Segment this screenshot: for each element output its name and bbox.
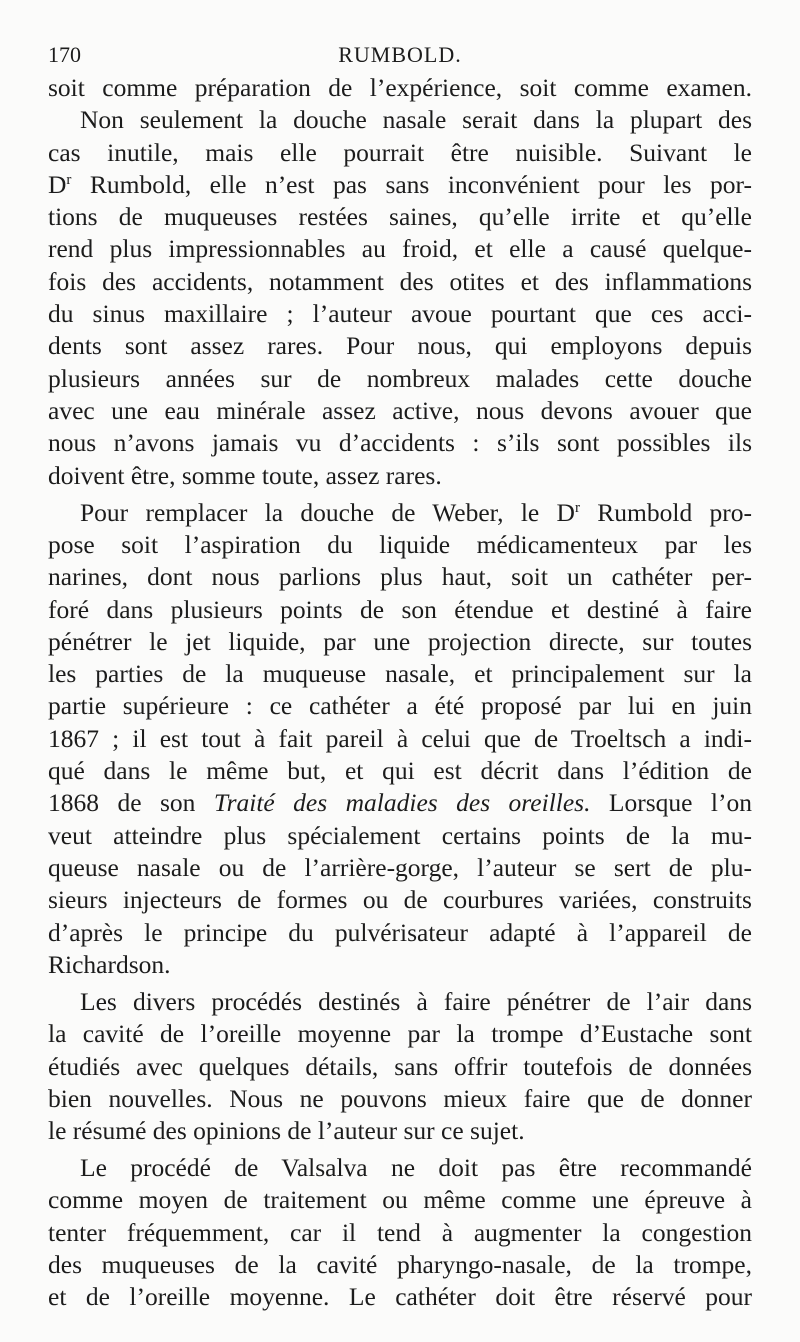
book-title: Traité des maladies des oreilles. bbox=[213, 788, 591, 818]
text-line: comme moyen de traitement ou même comme une épreuve à bbox=[48, 1185, 752, 1215]
text-line: des muqueuses de la cavité pharyngo-nasale, de la trompe, bbox=[48, 1250, 752, 1280]
text-line: Non seulement la douche nasale serait dans la plupart des bbox=[80, 105, 752, 135]
text-line: les parties de la muqueuse nasale, et principalement sur la bbox=[48, 659, 752, 689]
text-line: $D^r$ Rumbold, elle n’est pas sans inconvénient pour les por- bbox=[48, 169, 752, 199]
text-line: plusieurs années sur de nombreux malades cette douche bbox=[48, 363, 752, 393]
text-line: pénétrer le jet liquide, par une projection directe, sur toutes bbox=[48, 626, 752, 656]
text-line: veut atteindre plus spécialement certains points de la mu- bbox=[48, 820, 752, 850]
text-line: narines, dont nous parlions plus haut, soit un cathéter per- bbox=[48, 562, 752, 592]
superscript: r bbox=[66, 171, 72, 188]
text-line: la cavité de l’oreille moyenne par la trompe d’Eustache sont bbox=[48, 1019, 752, 1049]
text-line: rend plus impressionnables au froid, et elle a causé quelque- bbox=[48, 234, 752, 264]
text-line: tions de muqueuses restées saines, qu’elle irrite et qu’elle bbox=[48, 202, 752, 232]
text-line: nous n’avons jamais vu d’accidents : s’ils sont possibles ils bbox=[48, 428, 752, 458]
text-line: qué dans le même but, et qui est décrit dans l’édition de bbox=[48, 756, 752, 786]
text-line: fois des accidents, notamment des otites et des inflammations bbox=[48, 266, 752, 296]
body-text bbox=[48, 72, 752, 1314]
text-line: avec une eau minérale assez active, nous devons avouer que bbox=[48, 395, 752, 425]
text-line: Pour remplacer la douche de Weber, le $D^r$ Rumbold pro- bbox=[80, 497, 752, 527]
text-line: étudiés avec quelques détails, sans offrir toutefois de données bbox=[48, 1051, 752, 1081]
text-line: sieurs injecteurs de formes ou de courbures variées, construits bbox=[48, 885, 752, 915]
page-number: 170 bbox=[48, 42, 81, 67]
text-line: le résumé des opinions de l’auteur sur ce sujet. bbox=[48, 1116, 525, 1146]
text-line: soit comme préparation de l’expérience, soit comme examen. bbox=[48, 73, 752, 102]
text-line: queuse nasale ou de l’arrière-gorge, l’auteur se sert de plu- bbox=[48, 852, 752, 882]
text-line: 1868 de son Traité des maladies des oreilles. Lorsque l’on bbox=[48, 788, 752, 818]
text-line: doivent être, somme toute, assez rares. bbox=[48, 460, 442, 490]
running-title: RUMBOLD. bbox=[338, 42, 462, 67]
text-line: et de l’oreille moyenne. Le cathéter doit être réservé pour bbox=[48, 1282, 752, 1312]
running-head bbox=[48, 40, 752, 70]
text-line: bien nouvelles. Nous ne pouvons mieux faire que de donner bbox=[48, 1083, 752, 1113]
text-line: foré dans plusieurs points de son étendue et destiné à faire bbox=[48, 594, 752, 624]
text-line: dents sont assez rares. Pour nous, qui employons depuis bbox=[48, 331, 752, 361]
text-line: d’après le principe du pulvérisateur adapté à l’appareil de bbox=[48, 917, 752, 947]
text-line: du sinus maxillaire ; l’auteur avoue pourtant que ces acci- bbox=[48, 299, 752, 329]
text-line: tenter fréquemment, car il tend à augmenter la congestion bbox=[48, 1217, 752, 1247]
text-line: partie supérieure : ce cathéter a été proposé par lui en juin bbox=[48, 691, 752, 721]
text-line: pose soit l’aspiration du liquide médicamenteux par les bbox=[48, 529, 752, 559]
text-line: Richardson. bbox=[48, 949, 171, 979]
text-line: Les divers procédés destinés à faire pénétrer de l’air dans bbox=[80, 986, 752, 1016]
text-line: cas inutile, mais elle pourrait être nuisible. Suivant le bbox=[48, 137, 752, 167]
text-line: 1867 ; il est tout à fait pareil à celui que de Troeltsch a indi- bbox=[48, 723, 752, 753]
superscript: r bbox=[574, 499, 580, 516]
text-line: Le procédé de Valsalva ne doit pas être recommandé bbox=[80, 1153, 752, 1183]
